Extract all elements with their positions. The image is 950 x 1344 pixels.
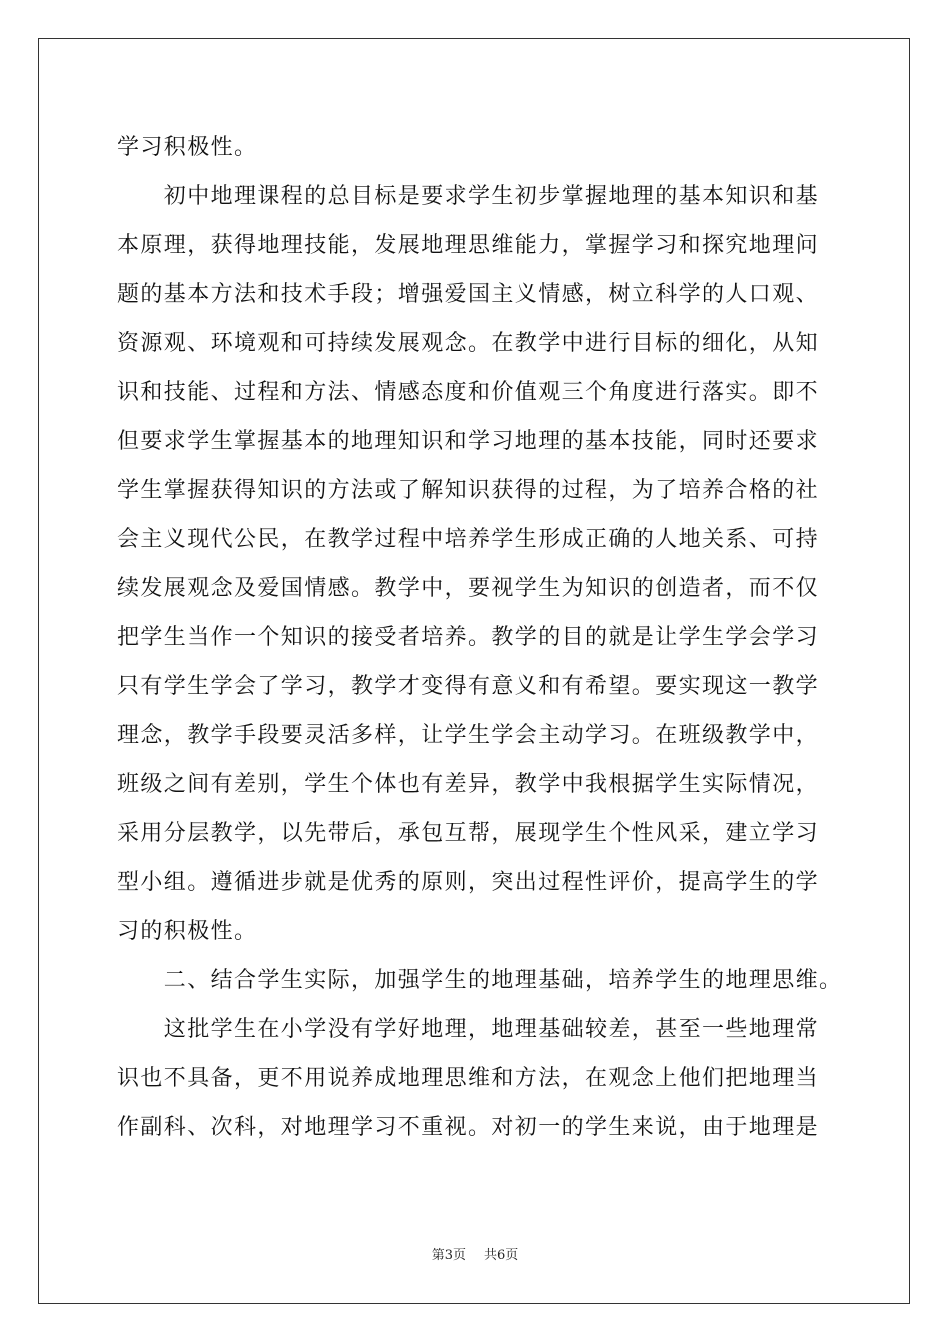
text-line: 采用分层教学，以先带后，承包互帮，展现学生个性风采，建立学习 [117, 821, 820, 846]
page-footer [0, 1244, 950, 1263]
text-line: 二、结合学生实际，加强学生的地理基础，培养学生的地理思维。 [117, 968, 843, 993]
text-line: 把学生当作一个知识的接受者培养。教学的目的就是让学生学会学习 [117, 625, 820, 650]
page-number: 第3页 [431, 1248, 466, 1263]
text-line: 作副科、次科，对地理学习不重视。对初一的学生来说，由于地理是 [117, 1115, 820, 1140]
text-line: 这批学生在小学没有学好地理，地理基础较差，甚至一些地理常 [117, 1017, 820, 1042]
text-line: 识也不具备，更不用说养成地理思维和方法，在观念上他们把地理当 [117, 1066, 820, 1091]
text-line: 习的积极性。 [117, 919, 258, 944]
text-line: 续发展观念及爱国情感。教学中，要视学生为知识的创造者，而不仅 [117, 576, 820, 601]
page-total: 共6页 [484, 1248, 519, 1263]
text-line: 题的基本方法和技术手段；增强爱国主义情感，树立科学的人口观、 [117, 282, 820, 307]
text-line: 会主义现代公民，在教学过程中培养学生形成正确的人地关系、可持 [117, 527, 820, 552]
text-line: 本原理，获得地理技能，发展地理思维能力，掌握学习和探究地理问 [117, 233, 820, 258]
text-line: 识和技能、过程和方法、情感态度和价值观三个角度进行落实。即不 [117, 380, 820, 405]
text-line: 学习积极性。 [117, 135, 258, 160]
text-line: 初中地理课程的总目标是要求学生初步掌握地理的基本知识和基 [117, 184, 820, 209]
text-line: 型小组。遵循进步就是优秀的原则，突出过程性评价，提高学生的学 [117, 870, 820, 895]
text-line: 学生掌握获得知识的方法或了解知识获得的过程，为了培养合格的社 [117, 478, 820, 503]
text-line: 理念，教学手段要灵活多样，让学生学会主动学习。在班级教学中， [117, 723, 820, 748]
text-line: 但要求学生掌握基本的地理知识和学习地理的基本技能，同时还要求 [117, 429, 820, 454]
text-line: 资源观、环境观和可持续发展观念。在教学中进行目标的细化，从知 [117, 331, 820, 356]
text-line: 只有学生学会了学习，教学才变得有意义和有希望。要实现这一教学 [117, 674, 820, 699]
text-line: 班级之间有差别，学生个体也有差异，教学中我根据学生实际情况， [117, 772, 820, 797]
